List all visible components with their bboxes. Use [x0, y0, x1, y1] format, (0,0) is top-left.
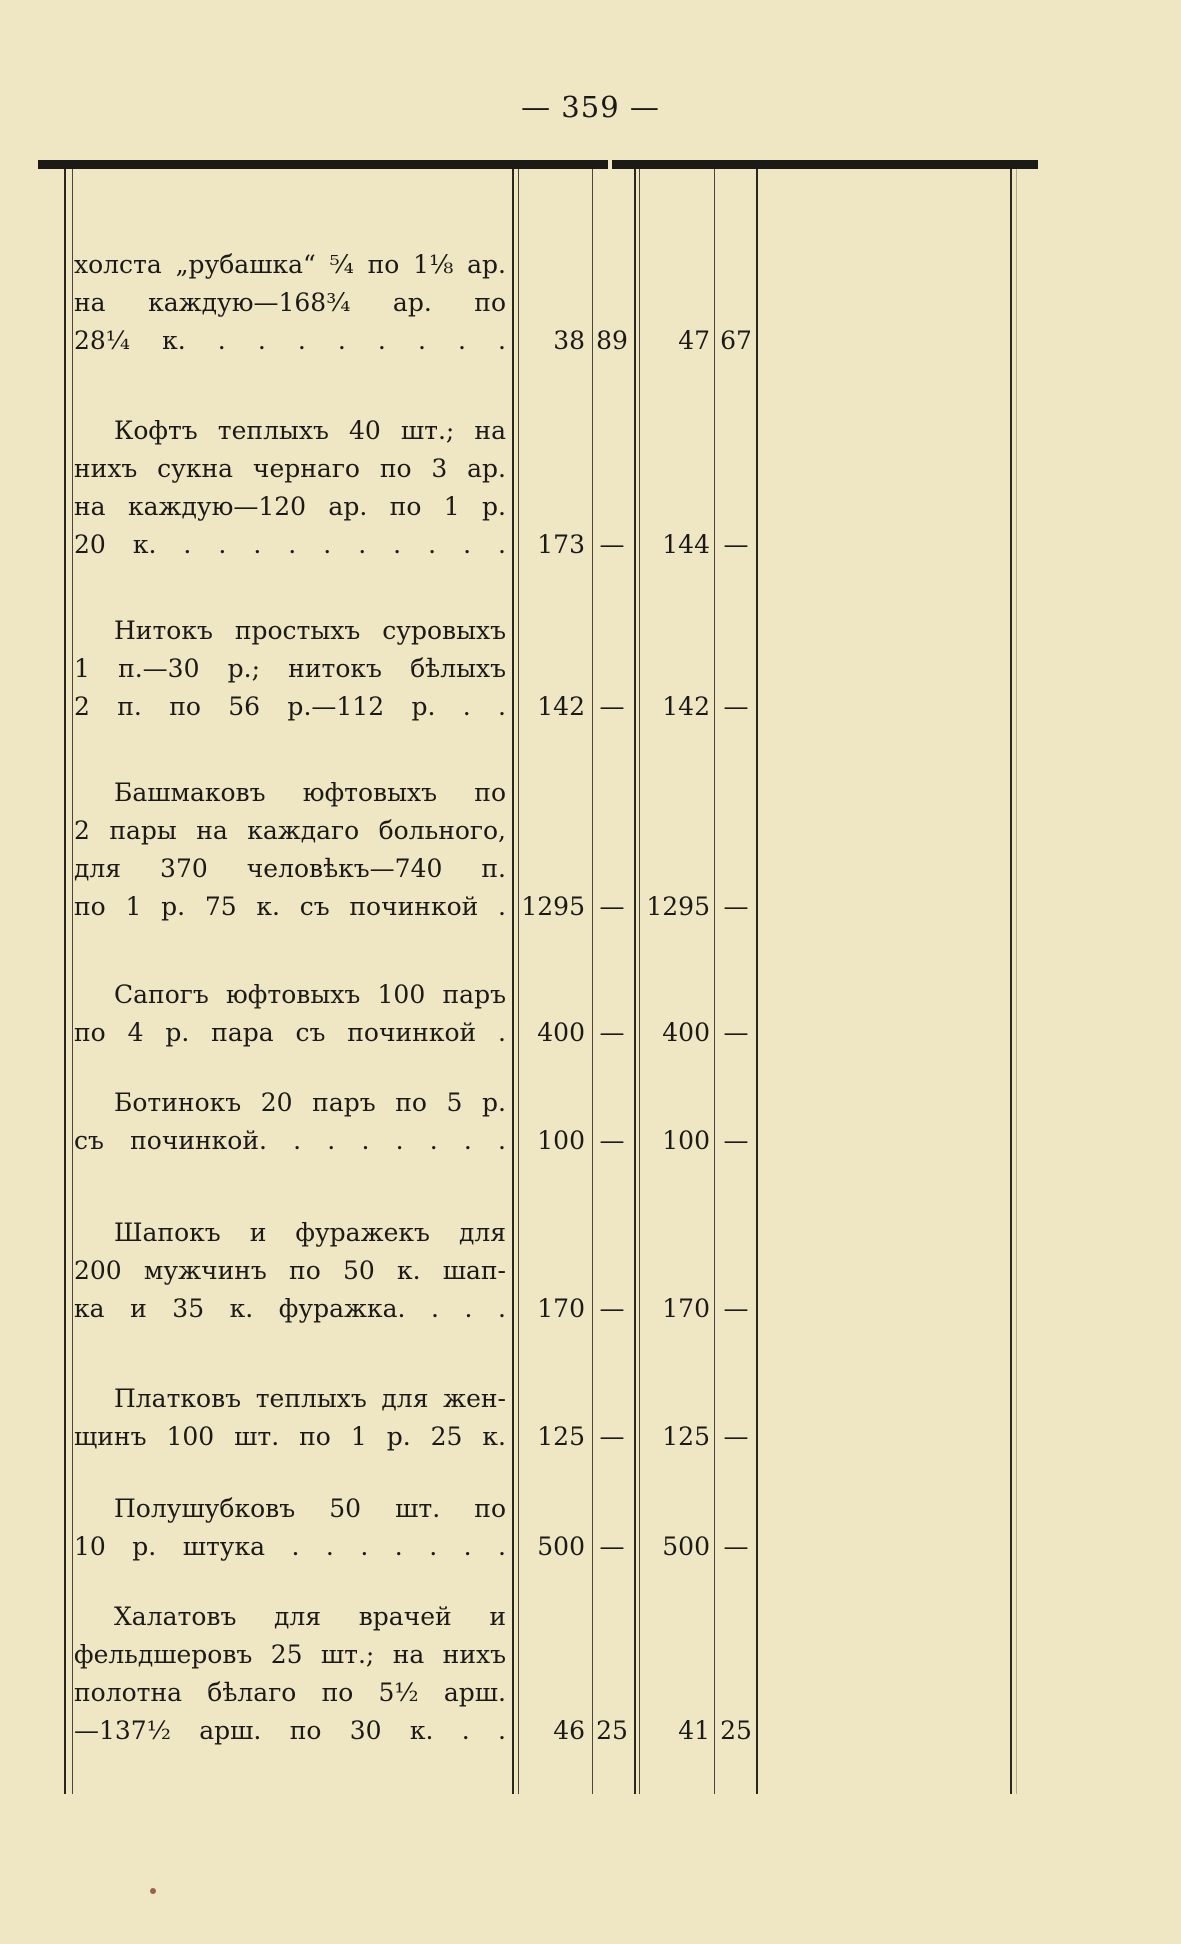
amount-cell-kop: — [723, 892, 749, 921]
entry-row [74, 1214, 506, 1328]
amount-cell-rub: 125 [662, 1422, 710, 1451]
amount-cell-rub: 144 [662, 530, 710, 559]
entry-line: 1 п.—30 р.; нитокъ бѣлыхъ [74, 654, 506, 683]
entry-line: на каждую—168³⁄₄ ар. по [74, 288, 506, 317]
entry-line: Платковъ теплыхъ для жен- [114, 1384, 506, 1413]
entry-row [74, 412, 506, 564]
text-column-rule [512, 169, 514, 1794]
amount-cell-rub: 400 [662, 1018, 710, 1047]
col2-rule [634, 169, 636, 1794]
entry-row [74, 976, 506, 1052]
amount-cell-kop: — [723, 1532, 749, 1561]
amount-cell-kop: — [599, 1294, 625, 1323]
ink-speck [150, 1888, 156, 1894]
entry-line: для 370 человѣкъ—740 п. [74, 854, 506, 883]
amount-cell-kop: — [723, 530, 749, 559]
col2-kop-rule [714, 169, 715, 1794]
amount-cell-rub: 125 [537, 1422, 585, 1451]
amount-cell-kop: — [723, 1422, 749, 1451]
entry-line: Ботинокъ 20 паръ по 5 р. [114, 1088, 506, 1117]
entry-row [74, 774, 506, 926]
amount-cell-kop: 25 [720, 1716, 752, 1745]
amount-cell-rub: 38 [553, 326, 585, 355]
entry-line: Шапокъ и фуражекъ для [114, 1218, 506, 1247]
entry-line: по 4 р. пара съ починкой . [74, 1018, 506, 1047]
entry-line: 20 к. . . . . . . . . . . [74, 530, 506, 559]
entry-line: 2 пары на каждаго больного, [74, 816, 506, 845]
amount-cell-kop: — [723, 692, 749, 721]
entry-row [74, 612, 506, 726]
entry-row [74, 1490, 506, 1566]
amount-cell-rub: 142 [537, 692, 585, 721]
entry-line: на каждую—120 ар. по 1 р. [74, 492, 506, 521]
entry-line: Нитокъ простыхъ суровыхъ [114, 616, 506, 645]
amount-cell-kop: — [599, 692, 625, 721]
header-rule [38, 160, 1038, 169]
entry-line: 200 мужчинъ по 50 к. шап- [74, 1256, 506, 1285]
amount-cell-kop: — [599, 530, 625, 559]
page-number: — 359 — [521, 90, 660, 124]
entry-line: Кофтъ теплыхъ 40 шт.; на [114, 416, 506, 445]
entry-row [74, 1380, 506, 1456]
entry-row [74, 1598, 506, 1750]
amount-cell-kop: — [723, 1018, 749, 1047]
entry-line: полотна бѣлаго по 5½ арш. [74, 1678, 506, 1707]
table-left-rule [64, 169, 66, 1794]
entry-line: нихъ сукна чернаго по 3 ар. [74, 454, 506, 483]
entry-line: фельдшеровъ 25 шт.; на нихъ [74, 1640, 506, 1669]
amount-cell-rub: 1295 [646, 892, 710, 921]
amount-cell-kop: — [599, 892, 625, 921]
entry-line: Башмаковъ юфтовыхъ по [114, 778, 506, 807]
amount-cell-kop: — [599, 1018, 625, 1047]
amount-cell-kop: — [723, 1126, 749, 1155]
amount-cell-rub: 500 [662, 1532, 710, 1561]
entry-line: Полушубковъ 50 шт. по [114, 1494, 506, 1523]
amount-cell-kop: — [723, 1294, 749, 1323]
entry-line: холста „рубашка“ ⁵⁄₄ по 1⅛ ар. [74, 250, 506, 279]
table-left-rule-inner [72, 169, 73, 1794]
entry-row [74, 1084, 506, 1160]
amount-cell-kop: — [599, 1422, 625, 1451]
amount-cell-kop: 25 [596, 1716, 628, 1745]
header-rule-gap [608, 160, 612, 169]
amount-cell-rub: 47 [678, 326, 710, 355]
entry-line: 2 п. по 56 р.—112 р. . . [74, 692, 506, 721]
amount-cell-rub: 400 [537, 1018, 585, 1047]
amount-cell-rub: 46 [553, 1716, 585, 1745]
table-right-rule-faint [1016, 169, 1017, 1794]
amount-cell-kop: — [599, 1126, 625, 1155]
entry-line: по 1 р. 75 к. съ починкой . [74, 892, 506, 921]
amount-cell-rub: 41 [678, 1716, 710, 1745]
entry-line: —137½ арш. по 30 к. . . [74, 1716, 506, 1745]
amount-cell-rub: 170 [662, 1294, 710, 1323]
entry-line: щинъ 100 шт. по 1 р. 25 к. [74, 1422, 506, 1451]
col3-rule [756, 169, 758, 1794]
entry-line: ка и 35 к. фуражка. . . . [74, 1294, 506, 1323]
amount-cell-rub: 173 [537, 530, 585, 559]
amount-cell-kop: 67 [720, 326, 752, 355]
entry-row [74, 246, 506, 360]
amount-cell-kop: 89 [596, 326, 628, 355]
entry-line: 28¼ к. . . . . . . . . [74, 326, 506, 355]
entry-line: съ починкой. . . . . . . . [74, 1126, 506, 1155]
amount-cell-rub: 500 [537, 1532, 585, 1561]
amount-cell-kop: — [599, 1532, 625, 1561]
col1-kop-rule [592, 169, 593, 1794]
entry-line: Сапогъ юфтовыхъ 100 паръ [114, 980, 506, 1009]
amount-cell-rub: 100 [537, 1126, 585, 1155]
entry-line: 10 р. штука . . . . . . . [74, 1532, 506, 1561]
amount-cell-rub: 170 [537, 1294, 585, 1323]
amount-cell-rub: 100 [662, 1126, 710, 1155]
amount-cell-rub: 1295 [521, 892, 585, 921]
entry-line: Халатовъ для врачей и [114, 1602, 506, 1631]
table-right-rule [1010, 169, 1012, 1794]
amount-cell-rub: 142 [662, 692, 710, 721]
